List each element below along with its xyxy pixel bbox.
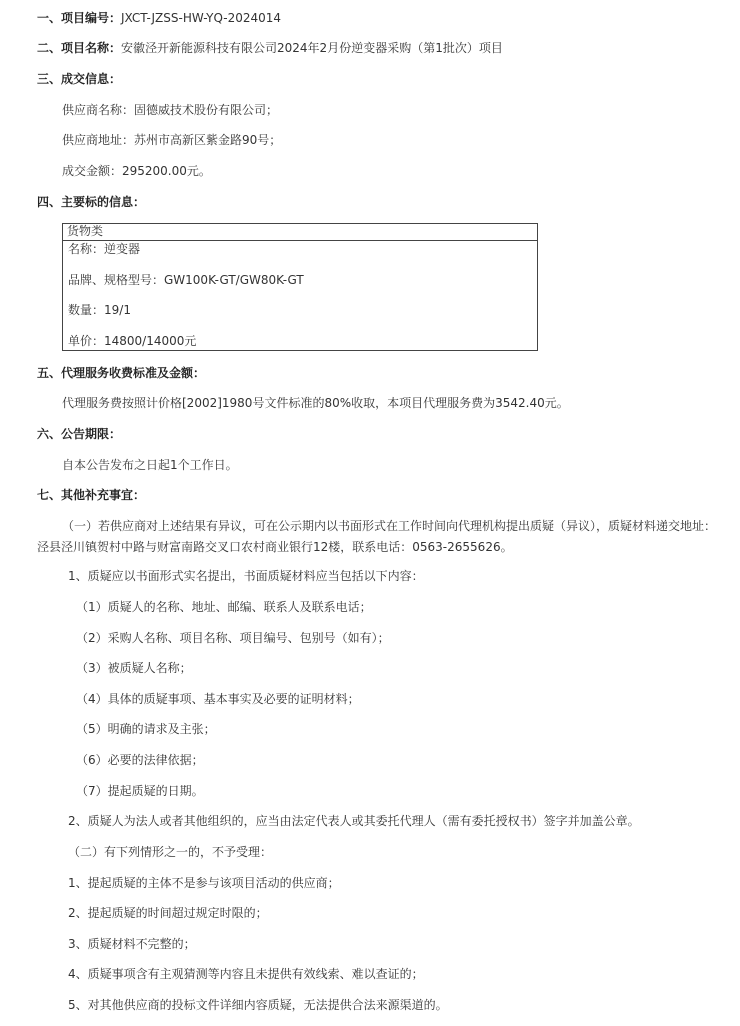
table-item-quantity: 数量：19/1 <box>68 303 131 317</box>
project-name-heading: 二、项目名称： <box>37 41 122 55</box>
reject-item-5: 5、对其他供应商的投标文件详细内容质疑，无法提供合法来源渠道的。 <box>68 998 448 1012</box>
main-target-heading: 四、主要标的信息： <box>37 195 146 209</box>
project-no-value: JXCT-JZSS-HW-YQ-2024014 <box>121 11 282 25</box>
objection-sub-4: （4）具体的质疑事项、基本事实及必要的证明材料； <box>76 692 360 706</box>
notice-period-heading: 六、公告期限： <box>37 427 122 441</box>
objection-sub-1: （1）质疑人的名称、地址、邮编、联系人及联系电话； <box>76 600 372 614</box>
main-target-table <box>62 223 538 351</box>
other-heading: 七、其他补充事宜： <box>37 488 146 502</box>
table-item-model: 品牌、规格型号：GW100K-GT/GW80K-GT <box>68 273 304 287</box>
objection-item-1: 1、质疑应以书面形式实名提出，书面质疑材料应当包括以下内容： <box>68 569 424 583</box>
objection-sub-2: （2）采购人名称、项目名称、项目编号、包别号（如有）； <box>76 631 390 645</box>
table-item-name: 名称：逆变器 <box>68 242 141 256</box>
table-item-unit-price: 单价：14800/14000元 <box>68 334 197 348</box>
supplier-address: 供应商地址：苏州市高新区紫金路90号； <box>62 133 282 147</box>
objection-paragraph: （一）若供应商对上述结果有异议，可在公示期内以书面形式在工作时间向代理机构提出质疑（异议），质疑材料递交地址：泾县泾川镇贺村中路与财富南路交叉口农村商业银行12楼，联系电话：0563-2655626。 <box>37 519 717 554</box>
reject-intro: （二）有下列情形之一的，不予受理： <box>68 845 273 859</box>
deal-info-heading: 三、成交信息： <box>37 72 122 86</box>
reject-item-1: 1、提起质疑的主体不是参与该项目活动的供应商； <box>68 876 340 890</box>
supplier-name: 供应商名称：固德威技术股份有限公司； <box>62 103 279 117</box>
project-name-line <box>37 40 503 56</box>
table-category: 货物类 <box>63 224 537 241</box>
objection-sub-3: （3）被质疑人名称； <box>76 661 192 675</box>
project-name-value: 安徽泾开新能源科技有限公司2024年2月份逆变器采购（第1批次）项目 <box>121 41 503 55</box>
project-no-heading: 一、项目编号： <box>37 11 122 25</box>
objection-sub-7: （7）提起质疑的日期。 <box>76 784 204 798</box>
objection-item-2: 2、质疑人为法人或者其他组织的，应当由法定代表人或其委托代理人（需有委托授权书）签字并加盖公章。 <box>68 814 640 828</box>
deal-amount: 成交金额：295200.00元。 <box>62 164 211 178</box>
reject-item-3: 3、质疑材料不完整的； <box>68 937 196 951</box>
agency-fee-text: 代理服务费按照计价格[2002]1980号文件标准的80%收取，本项目代理服务费为3542.40元。 <box>62 396 569 410</box>
notice-period-text: 自本公告发布之日起1个工作日。 <box>62 458 238 472</box>
project-no-line <box>37 10 281 26</box>
objection-sub-5: （5）明确的请求及主张； <box>76 722 216 736</box>
objection-sub-6: （6）必要的法律依据； <box>76 753 204 767</box>
agency-fee-heading: 五、代理服务收费标准及金额： <box>37 366 206 380</box>
reject-item-4: 4、质疑事项含有主观猜测等内容且未提供有效线索、难以查证的； <box>68 967 424 981</box>
reject-item-2: 2、提起质疑的时间超过规定时限的； <box>68 906 268 920</box>
